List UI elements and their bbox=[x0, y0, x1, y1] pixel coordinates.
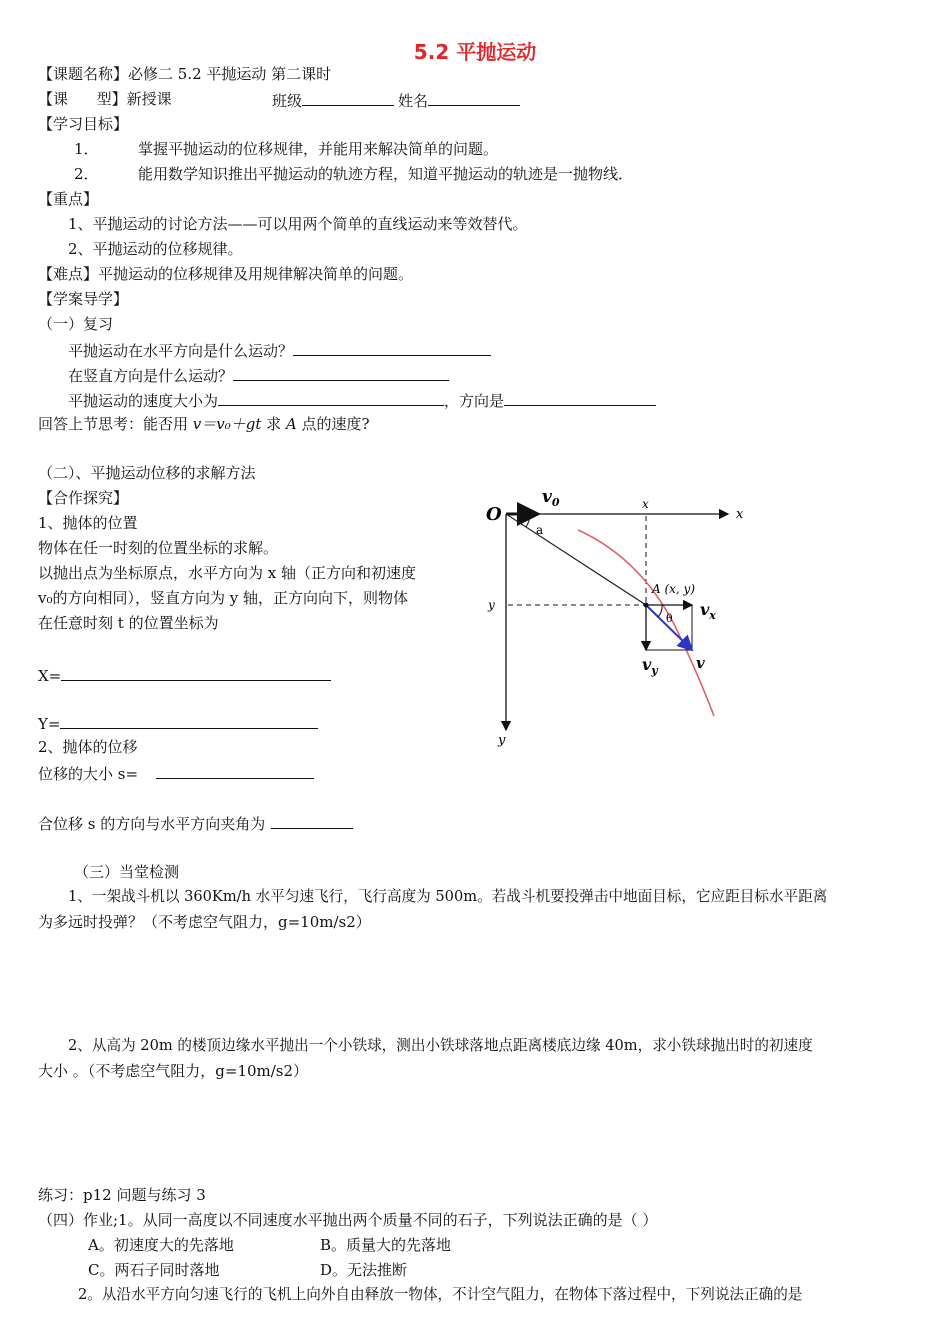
guide-heading: 【学案导学】 bbox=[38, 290, 129, 308]
option-b: B。质量大的先落地 bbox=[320, 1236, 452, 1254]
review-q3-blank-speed[interactable] bbox=[218, 389, 444, 406]
review-q2-text: 在竖直方向是什么运动？ bbox=[68, 367, 234, 385]
type-row bbox=[38, 89, 172, 109]
review-q4-mid: 求 bbox=[261, 415, 286, 433]
theta-label: θ bbox=[666, 612, 673, 625]
point-A-dot bbox=[644, 603, 649, 608]
goal-1-num: 1． bbox=[74, 140, 99, 158]
problem-2-line-1: 2、从高为 20m 的楼顶边缘水平抛出一个小铁球，测出小铁球落地点距离楼底边缘 40m，求小铁球抛出时的初速度 bbox=[68, 1037, 813, 1054]
review-q1-blank[interactable] bbox=[293, 339, 491, 356]
y-answer bbox=[38, 712, 318, 734]
y-axis-label: y bbox=[498, 733, 506, 748]
review-q1 bbox=[68, 339, 491, 361]
review-q2 bbox=[68, 364, 449, 386]
position-line-3: v₀的方向相同），竖直方向为 y 轴，正方向向下，则物体 bbox=[38, 589, 408, 607]
displacement-size-blank[interactable] bbox=[156, 762, 314, 779]
name-label: 姓名 bbox=[398, 92, 429, 110]
review-q3-blank-dir[interactable] bbox=[504, 389, 656, 406]
goal-1-text: 掌握平抛运动的位移规律，并能用来解决简单的问题。 bbox=[138, 140, 499, 158]
displacement-angle-blank[interactable] bbox=[271, 812, 353, 829]
type-label: 【课 型】 bbox=[38, 90, 127, 108]
displacement-heading: 2、抛体的位移 bbox=[38, 738, 138, 756]
vx-label: $v_x$ bbox=[700, 600, 716, 622]
v-label: v bbox=[696, 654, 705, 672]
alpha-arc bbox=[526, 514, 530, 527]
projectile-diagram bbox=[470, 478, 760, 750]
position-line-1: 物体在任一时刻的位置坐标的求解。 bbox=[38, 539, 279, 557]
vy-label: $v_y$ bbox=[642, 655, 658, 677]
class-field bbox=[272, 89, 394, 111]
topic-row bbox=[38, 64, 331, 84]
key-item-1: 1、平抛运动的讨论方法——可以用两个简单的直线运动来等效替代。 bbox=[68, 215, 528, 233]
review-q1-text: 平抛运动在水平方向是什么运动？ bbox=[68, 342, 294, 360]
section2-heading: （二）、平抛运动位移的求解方法 bbox=[38, 464, 256, 482]
name-blank[interactable] bbox=[428, 89, 520, 106]
topic-value: 必修二 5.2 平抛运动 第二课时 bbox=[128, 65, 332, 83]
name-field bbox=[398, 89, 520, 111]
homework-heading: （四）作业;1。从同一高度以不同速度水平抛出两个质量不同的石子，下列说法正确的是（ ） bbox=[38, 1211, 658, 1229]
review-heading: （一）复习 bbox=[38, 315, 114, 333]
x-axis-label: x bbox=[736, 507, 744, 522]
key-heading: 【重点】 bbox=[38, 190, 99, 208]
x-mark-label: x bbox=[642, 497, 649, 511]
review-q4 bbox=[38, 414, 370, 434]
page-title: 5.2 平抛运动 bbox=[413, 40, 537, 64]
goals-heading: 【学习目标】 bbox=[38, 115, 129, 133]
x-answer-blank[interactable] bbox=[61, 664, 331, 681]
problem-2-line-2: 大小 。（不考虑空气阻力，g=10m/s2） bbox=[38, 1062, 309, 1080]
v0-label: $v_0$ bbox=[542, 487, 560, 509]
displacement-size bbox=[38, 762, 314, 784]
problem-1-line-1: 1、一架战斗机以 360Km/h 水平匀速飞行，飞行高度为 500m。若战斗机要投弹击中地面目标，它应距目标水平距离 bbox=[68, 888, 828, 905]
displacement-size-label: 位移的大小 s= bbox=[38, 765, 139, 783]
position-line-2: 以抛出点为坐标原点，水平方向为 x 轴（正方向和初速度 bbox=[38, 564, 416, 582]
difficulty-heading: 【难点】 bbox=[38, 265, 99, 283]
y-answer-blank[interactable] bbox=[60, 712, 318, 729]
review-q4-point: A bbox=[285, 415, 297, 433]
goal-2-text: 能用数学知识推出平抛运动的轨迹方程，知道平抛运动的轨迹是一抛物线． bbox=[138, 165, 634, 183]
position-heading: 1、抛体的位置 bbox=[38, 514, 138, 532]
topic-label: 【课题名称】 bbox=[38, 65, 129, 83]
review-q2-blank[interactable] bbox=[233, 364, 449, 381]
homework-q2: 2。从沿水平方向匀速飞行的飞机上向外自由释放一物体，不计空气阻力，在物体下落过程中，下列说法正确的是 bbox=[78, 1286, 803, 1303]
position-line-4: 在任意时刻 t 的位置坐标为 bbox=[38, 614, 219, 632]
coop-heading: 【合作探究】 bbox=[38, 489, 129, 507]
key-item-2: 2、平抛运动的位移规律。 bbox=[68, 240, 243, 258]
class-label: 班级 bbox=[272, 92, 303, 110]
option-a: A。初速度大的先落地 bbox=[88, 1236, 234, 1254]
x-answer-label: X= bbox=[38, 667, 62, 685]
y-mark-label: y bbox=[488, 598, 495, 612]
theta-arc bbox=[658, 605, 662, 617]
review-q4-formula: v＝v₀＋gt bbox=[192, 415, 262, 433]
alpha-label: a bbox=[536, 523, 544, 537]
option-c: C。两石子同时落地 bbox=[88, 1261, 220, 1279]
displacement-angle bbox=[38, 812, 353, 834]
review-q3 bbox=[68, 389, 656, 411]
y-answer-label: Y= bbox=[38, 715, 61, 733]
review-q4-pre: 回答上节思考：能否用 bbox=[38, 415, 193, 433]
option-d: D。无法推断 bbox=[320, 1261, 408, 1279]
type-value: 新授课 bbox=[126, 90, 172, 108]
difficulty-row bbox=[38, 264, 413, 284]
point-A-label: A (x, y) bbox=[652, 582, 696, 596]
section3-heading: （三）当堂检测 bbox=[74, 863, 180, 881]
review-q4-post: 点的速度? bbox=[296, 415, 370, 433]
practice-line: 练习：p12 问题与练习 3 bbox=[38, 1186, 206, 1204]
difficulty-text: 平抛运动的位移规律及用规律解决简单的问题。 bbox=[98, 265, 414, 283]
x-answer bbox=[38, 664, 331, 686]
review-q3-text: 平抛运动的速度大小为 bbox=[68, 392, 219, 410]
displacement-angle-label: 合位移 s 的方向与水平方向夹角为 bbox=[38, 815, 266, 833]
problem-1-line-2: 为多远时投弹？（不考虑空气阻力，g=10m/s2） bbox=[38, 913, 371, 931]
review-q3-mid: ，方向是 bbox=[444, 392, 505, 410]
goal-2-num: 2． bbox=[74, 165, 99, 183]
origin-label: O bbox=[486, 504, 502, 525]
class-blank[interactable] bbox=[302, 89, 394, 106]
